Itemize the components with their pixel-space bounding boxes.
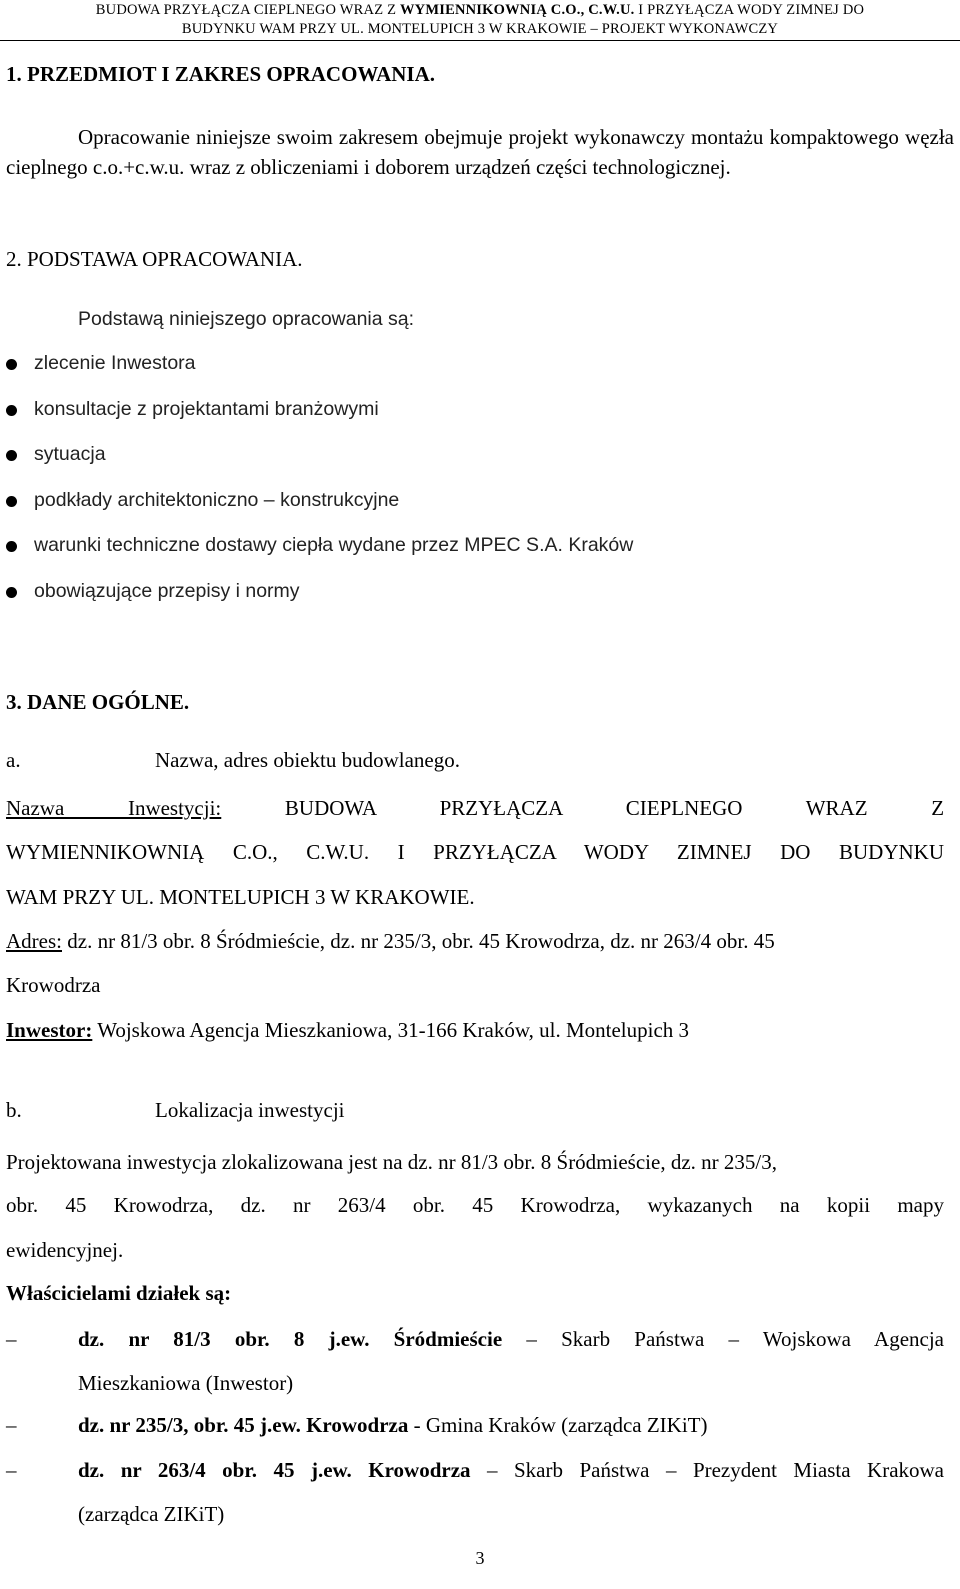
owner-item-body <box>78 1327 944 1396</box>
list-item-text: konsultacje z projektantami branżowymi <box>34 397 379 420</box>
owner-item <box>6 1458 944 1538</box>
owner-item-first-line <box>78 1327 944 1357</box>
owner-item-body <box>78 1413 944 1438</box>
dash-icon: – <box>6 1327 17 1351</box>
owner-parcel: dz. nr 81/3 obr. 8 j.ew. Śródmieście <box>78 1327 503 1351</box>
owner-parcel: dz. nr 263/4 obr. 45 j.ew. Krowodrza <box>78 1458 471 1482</box>
section-2-intro: Podstawą niniejszego opracowania są: <box>78 308 415 330</box>
bullet-icon <box>6 587 17 598</box>
section-1-heading: 1. PRZEDMIOT I ZAKRES OPRACOWANIA. <box>6 62 435 86</box>
address-line-2: Krowodrza <box>6 973 101 997</box>
page-number: 3 <box>475 1548 485 1568</box>
section-3-heading: 3. DANE OGÓLNE. <box>6 690 190 714</box>
investment-word: BUDOWA <box>284 796 376 820</box>
investor-value: Wojskowa Agencja Mieszkaniowa, 31-166 Kraków, ul. Montelupich 3 <box>92 1018 690 1042</box>
bullet-icon <box>6 405 17 416</box>
bullet-icon <box>6 359 17 370</box>
address-value: dz. nr 81/3 obr. 8 Śródmieście, dz. nr 235/3, obr. 45 Krowodrza, dz. nr 263/4 obr. 45 <box>62 929 775 953</box>
investor-label: Inwestor: <box>6 1018 93 1042</box>
bullet-icon <box>6 450 17 461</box>
address-line-1 <box>6 929 946 954</box>
owner-name: - Gmina Kraków (zarządca ZIKiT) <box>408 1413 708 1437</box>
header-line-2: BUDYNKU WAM PRZY UL. MONTELUPICH 3 W KRAKOWIE – PROJEKT WYKONAWCZY <box>181 21 779 37</box>
investment-word: PRZYŁĄCZA <box>439 796 563 820</box>
list-item-text: warunki techniczne dostawy ciepła wydane przez MPEC S.A. Kraków <box>34 534 634 556</box>
owner-item-continuation: (zarządca ZIKiT) <box>78 1502 225 1526</box>
investment-name-line-3: WAM PRZY UL. MONTELUPICH 3 W KRAKOWIE. <box>6 885 475 909</box>
owners-heading: Właścicielami działek są: <box>6 1281 232 1305</box>
investment-word: WRAZ <box>805 796 868 820</box>
dash-icon: – <box>6 1458 17 1482</box>
location-line-1: Projektowana inwestycja zlokalizowana jest na dz. nr 81/3 obr. 8 Śródmieście, dz. nr 235/3, <box>6 1150 777 1174</box>
location-line-3: ewidencyjnej. <box>6 1238 124 1262</box>
owner-item <box>6 1413 944 1445</box>
section-1-paragraph: Opracowanie niniejsze swoim zakresem obejmuje projekt wykonawczy montażu kompaktowego węzła cieplnego c.o.+c.w.u. wraz z obliczeniami i doborem urządzeń części technologicznej. <box>6 125 954 179</box>
list-item-text: sytuacja <box>34 443 106 465</box>
header-line-1-bold: WYMIENNIKOWNIĄ C.O., C.W.U. <box>399 2 635 18</box>
owner-item <box>6 1327 944 1407</box>
owner-name: – Skarb Państwa – Wojskowa Agencja <box>502 1327 944 1351</box>
header-line-1-tail: I PRZYŁĄCZA WODY ZIMNEJ DO <box>634 2 865 18</box>
bullet-icon <box>6 496 17 507</box>
owner-item-body <box>78 1458 944 1527</box>
investment-word: CIEPLNEGO <box>625 796 743 820</box>
header-line-1 <box>0 0 960 20</box>
list-item-text: obowiązujące przepisy i normy <box>34 579 300 602</box>
investment-word: Z <box>931 796 944 820</box>
investment-name-line-2: WYMIENNIKOWNIĄ C.O., C.W.U. I PRZYŁĄCZA WODY ZIMNEJ DO BUDYNKU <box>6 840 944 864</box>
owner-item-first-line <box>78 1458 944 1488</box>
address-label: Adres: <box>6 929 62 953</box>
header-line-1-plain: BUDOWA PRZYŁĄCZA CIEPLNEGO WRAZ Z <box>95 2 400 18</box>
location-line-2: obr. 45 Krowodrza, dz. nr 263/4 obr. 45 Krowodrza, wykazanych na kopii mapy <box>6 1193 944 1217</box>
investor-line <box>6 1018 954 1043</box>
section-2-heading: 2. PODSTAWA OPRACOWANIA. <box>6 247 303 271</box>
investment-name-line-1 <box>6 796 944 824</box>
running-header <box>0 0 960 41</box>
list-item-text: podkłady architektoniczno – konstrukcyjne <box>34 488 400 511</box>
investment-label: Nazwa Inwestycji: <box>6 796 222 820</box>
bullet-icon <box>6 541 17 552</box>
subsection-a-title: Nazwa, adres obiektu budowlanego. <box>155 748 460 772</box>
owner-item-continuation: Mieszkaniowa (Inwestor) <box>78 1371 294 1395</box>
owner-name: – Skarb Państwa – Prezydent Miasta Krakowa <box>470 1458 944 1482</box>
subsection-b-letter: b. <box>6 1098 22 1122</box>
list-item-text: zlecenie Inwestora <box>34 352 196 374</box>
owner-item-first-line <box>78 1413 944 1438</box>
owner-parcel: dz. nr 235/3, obr. 45 j.ew. Krowodrza <box>78 1413 409 1437</box>
subsection-b-title: Lokalizacja inwestycji <box>155 1098 345 1122</box>
subsection-a-letter: a. <box>6 748 21 772</box>
dash-icon: – <box>6 1413 17 1437</box>
